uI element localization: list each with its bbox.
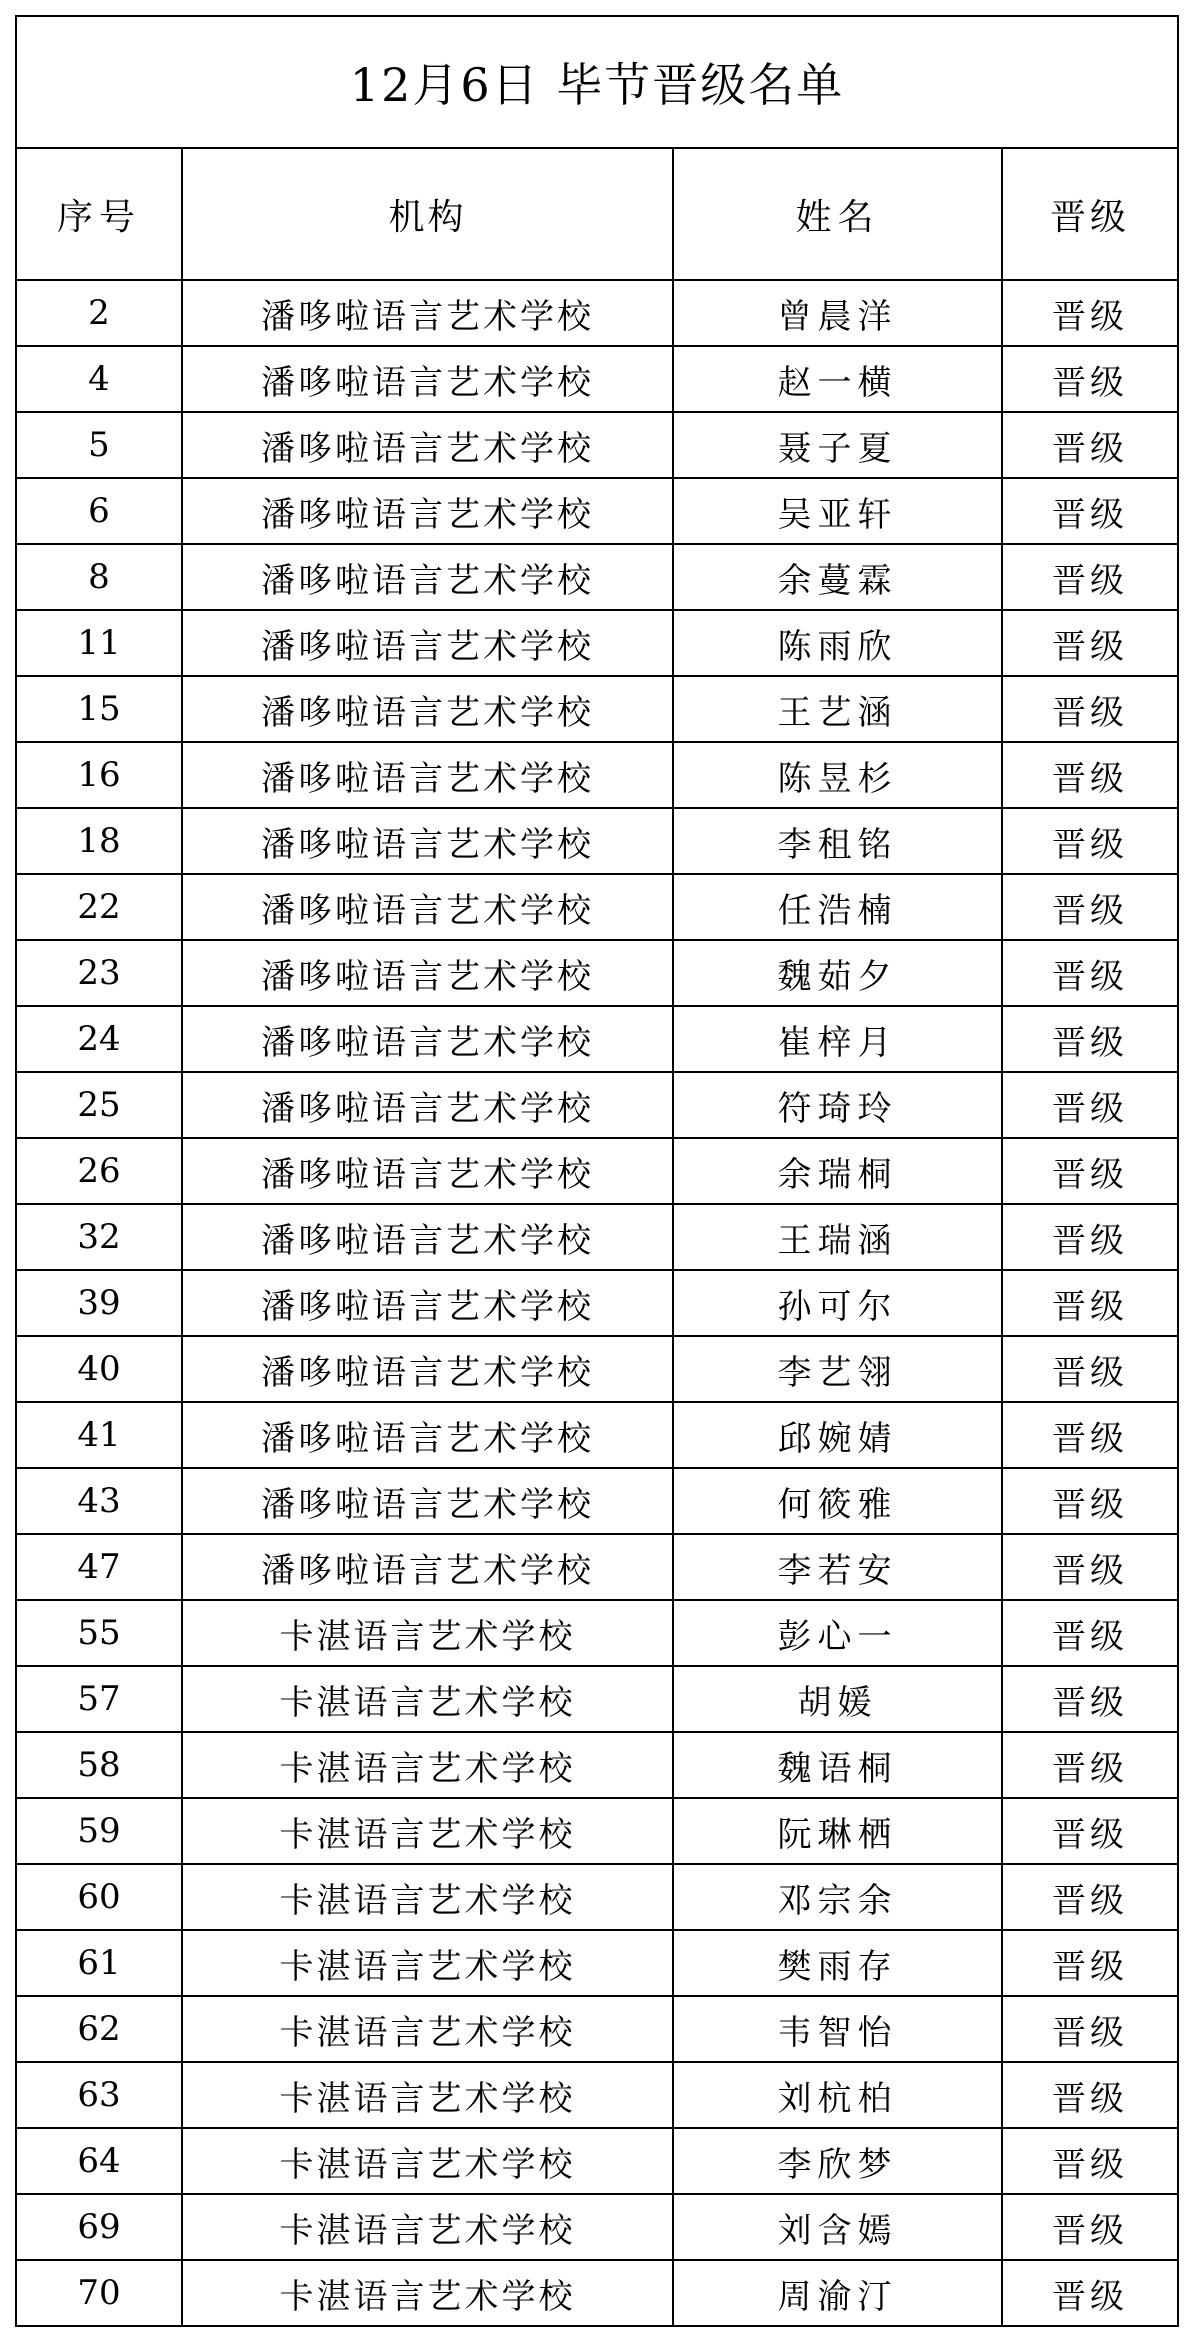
- roster-sheet: [15, 15, 1177, 2327]
- table-row: [16, 280, 1178, 346]
- cell-name: 樊雨存: [673, 1930, 1002, 1996]
- cell-no: 41: [16, 1402, 182, 1468]
- table-row: [16, 2260, 1178, 2326]
- cell-status: 晋级: [1002, 2260, 1178, 2326]
- cell-org: 潘哆啦语言艺术学校: [182, 940, 673, 1006]
- cell-org: 潘哆啦语言艺术学校: [182, 544, 673, 610]
- cell-status: 晋级: [1002, 478, 1178, 544]
- cell-name: 李艺翎: [673, 1336, 1002, 1402]
- cell-status: 晋级: [1002, 808, 1178, 874]
- table-row: [16, 742, 1178, 808]
- cell-no: 63: [16, 2062, 182, 2128]
- cell-org: 卡湛语言艺术学校: [182, 2062, 673, 2128]
- cell-status: 晋级: [1002, 940, 1178, 1006]
- cell-name: 李若安: [673, 1534, 1002, 1600]
- cell-status: 晋级: [1002, 1006, 1178, 1072]
- cell-org: 潘哆啦语言艺术学校: [182, 676, 673, 742]
- cell-no: 40: [16, 1336, 182, 1402]
- cell-status: 晋级: [1002, 1930, 1178, 1996]
- cell-status: 晋级: [1002, 1798, 1178, 1864]
- cell-name: 刘杭柏: [673, 2062, 1002, 2128]
- cell-org: 潘哆啦语言艺术学校: [182, 742, 673, 808]
- table-row: [16, 1600, 1178, 1666]
- cell-status: 晋级: [1002, 2128, 1178, 2194]
- cell-name: 阮琳栖: [673, 1798, 1002, 1864]
- title-row: [16, 16, 1178, 148]
- cell-status: 晋级: [1002, 2062, 1178, 2128]
- cell-org: 卡湛语言艺术学校: [182, 1666, 673, 1732]
- cell-name: 胡媛: [673, 1666, 1002, 1732]
- cell-name: 李租铭: [673, 808, 1002, 874]
- table-row: [16, 1996, 1178, 2062]
- table-row: [16, 1072, 1178, 1138]
- cell-org: 卡湛语言艺术学校: [182, 1600, 673, 1666]
- cell-no: 57: [16, 1666, 182, 1732]
- cell-org: 卡湛语言艺术学校: [182, 2128, 673, 2194]
- table-row: [16, 610, 1178, 676]
- table-row: [16, 1864, 1178, 1930]
- cell-org: 潘哆啦语言艺术学校: [182, 412, 673, 478]
- table-row: [16, 1204, 1178, 1270]
- cell-name: 任浩楠: [673, 874, 1002, 940]
- cell-no: 16: [16, 742, 182, 808]
- page-title: 12月6日 毕节晋级名单: [16, 16, 1178, 148]
- header-row: [16, 148, 1178, 280]
- roster-table: [15, 15, 1179, 2327]
- cell-no: 8: [16, 544, 182, 610]
- cell-no: 47: [16, 1534, 182, 1600]
- cell-name: 曾晨洋: [673, 280, 1002, 346]
- cell-status: 晋级: [1002, 1402, 1178, 1468]
- cell-no: 60: [16, 1864, 182, 1930]
- cell-org: 潘哆啦语言艺术学校: [182, 478, 673, 544]
- cell-no: 11: [16, 610, 182, 676]
- table-row: [16, 544, 1178, 610]
- cell-name: 余瑞桐: [673, 1138, 1002, 1204]
- cell-name: 刘含嫣: [673, 2194, 1002, 2260]
- table-row: [16, 2062, 1178, 2128]
- column-header-org: 机构: [182, 148, 673, 280]
- table-row: [16, 2194, 1178, 2260]
- table-row: [16, 478, 1178, 544]
- cell-org: 潘哆啦语言艺术学校: [182, 808, 673, 874]
- cell-no: 58: [16, 1732, 182, 1798]
- cell-no: 43: [16, 1468, 182, 1534]
- cell-org: 潘哆啦语言艺术学校: [182, 1072, 673, 1138]
- cell-name: 魏茹夕: [673, 940, 1002, 1006]
- cell-name: 吴亚轩: [673, 478, 1002, 544]
- table-row: [16, 1270, 1178, 1336]
- table-row: [16, 874, 1178, 940]
- cell-no: 69: [16, 2194, 182, 2260]
- cell-org: 潘哆啦语言艺术学校: [182, 1336, 673, 1402]
- cell-name: 孙可尔: [673, 1270, 1002, 1336]
- table-row: [16, 1732, 1178, 1798]
- cell-no: 4: [16, 346, 182, 412]
- cell-status: 晋级: [1002, 1270, 1178, 1336]
- cell-org: 潘哆啦语言艺术学校: [182, 1138, 673, 1204]
- cell-org: 卡湛语言艺术学校: [182, 1732, 673, 1798]
- cell-status: 晋级: [1002, 1666, 1178, 1732]
- table-row: [16, 346, 1178, 412]
- cell-name: 彭心一: [673, 1600, 1002, 1666]
- cell-status: 晋级: [1002, 1138, 1178, 1204]
- table-row: [16, 1006, 1178, 1072]
- cell-org: 潘哆啦语言艺术学校: [182, 1006, 673, 1072]
- cell-org: 潘哆啦语言艺术学校: [182, 610, 673, 676]
- cell-no: 18: [16, 808, 182, 874]
- cell-status: 晋级: [1002, 1600, 1178, 1666]
- cell-status: 晋级: [1002, 1336, 1178, 1402]
- cell-status: 晋级: [1002, 280, 1178, 346]
- cell-no: 32: [16, 1204, 182, 1270]
- table-row: [16, 808, 1178, 874]
- cell-org: 潘哆啦语言艺术学校: [182, 1270, 673, 1336]
- table-row: [16, 1930, 1178, 1996]
- cell-no: 6: [16, 478, 182, 544]
- cell-name: 邱婉婧: [673, 1402, 1002, 1468]
- cell-org: 潘哆啦语言艺术学校: [182, 874, 673, 940]
- cell-status: 晋级: [1002, 1732, 1178, 1798]
- cell-status: 晋级: [1002, 1864, 1178, 1930]
- cell-no: 24: [16, 1006, 182, 1072]
- table-row: [16, 1468, 1178, 1534]
- cell-name: 聂子夏: [673, 412, 1002, 478]
- cell-name: 李欣梦: [673, 2128, 1002, 2194]
- cell-status: 晋级: [1002, 1072, 1178, 1138]
- roster-body: [16, 280, 1178, 2326]
- cell-name: 韦智怡: [673, 1996, 1002, 2062]
- cell-status: 晋级: [1002, 1534, 1178, 1600]
- table-row: [16, 676, 1178, 742]
- column-header-name: 姓名: [673, 148, 1002, 280]
- cell-name: 陈昱杉: [673, 742, 1002, 808]
- cell-name: 周渝汀: [673, 2260, 1002, 2326]
- cell-name: 邓宗余: [673, 1864, 1002, 1930]
- cell-org: 潘哆啦语言艺术学校: [182, 346, 673, 412]
- cell-org: 卡湛语言艺术学校: [182, 1996, 673, 2062]
- cell-status: 晋级: [1002, 544, 1178, 610]
- cell-status: 晋级: [1002, 1204, 1178, 1270]
- cell-no: 15: [16, 676, 182, 742]
- cell-name: 陈雨欣: [673, 610, 1002, 676]
- cell-no: 2: [16, 280, 182, 346]
- cell-status: 晋级: [1002, 2194, 1178, 2260]
- cell-name: 王瑞涵: [673, 1204, 1002, 1270]
- cell-org: 卡湛语言艺术学校: [182, 1930, 673, 1996]
- cell-name: 王艺涵: [673, 676, 1002, 742]
- cell-org: 潘哆啦语言艺术学校: [182, 1468, 673, 1534]
- column-header-status: 晋级: [1002, 148, 1178, 280]
- cell-name: 余蔓霖: [673, 544, 1002, 610]
- cell-org: 潘哆啦语言艺术学校: [182, 1534, 673, 1600]
- cell-no: 39: [16, 1270, 182, 1336]
- table-row: [16, 1666, 1178, 1732]
- cell-status: 晋级: [1002, 1468, 1178, 1534]
- column-header-no: 序号: [16, 148, 182, 280]
- cell-no: 61: [16, 1930, 182, 1996]
- cell-org: 卡湛语言艺术学校: [182, 1798, 673, 1864]
- cell-no: 62: [16, 1996, 182, 2062]
- table-row: [16, 1336, 1178, 1402]
- cell-no: 26: [16, 1138, 182, 1204]
- cell-org: 潘哆啦语言艺术学校: [182, 1402, 673, 1468]
- cell-no: 22: [16, 874, 182, 940]
- cell-name: 符琦玲: [673, 1072, 1002, 1138]
- cell-no: 23: [16, 940, 182, 1006]
- cell-org: 卡湛语言艺术学校: [182, 2194, 673, 2260]
- cell-status: 晋级: [1002, 676, 1178, 742]
- cell-org: 卡湛语言艺术学校: [182, 1864, 673, 1930]
- table-row: [16, 2128, 1178, 2194]
- cell-name: 魏语桐: [673, 1732, 1002, 1798]
- cell-status: 晋级: [1002, 742, 1178, 808]
- cell-no: 70: [16, 2260, 182, 2326]
- cell-name: 何筱雅: [673, 1468, 1002, 1534]
- table-row: [16, 1402, 1178, 1468]
- cell-name: 赵一横: [673, 346, 1002, 412]
- cell-org: 卡湛语言艺术学校: [182, 2260, 673, 2326]
- cell-status: 晋级: [1002, 412, 1178, 478]
- cell-status: 晋级: [1002, 874, 1178, 940]
- cell-org: 潘哆啦语言艺术学校: [182, 280, 673, 346]
- cell-status: 晋级: [1002, 1996, 1178, 2062]
- cell-name: 崔梓月: [673, 1006, 1002, 1072]
- cell-no: 55: [16, 1600, 182, 1666]
- cell-status: 晋级: [1002, 610, 1178, 676]
- table-row: [16, 412, 1178, 478]
- table-row: [16, 940, 1178, 1006]
- cell-status: 晋级: [1002, 346, 1178, 412]
- cell-no: 59: [16, 1798, 182, 1864]
- cell-no: 5: [16, 412, 182, 478]
- table-row: [16, 1534, 1178, 1600]
- cell-org: 潘哆啦语言艺术学校: [182, 1204, 673, 1270]
- table-row: [16, 1798, 1178, 1864]
- cell-no: 64: [16, 2128, 182, 2194]
- table-row: [16, 1138, 1178, 1204]
- cell-no: 25: [16, 1072, 182, 1138]
